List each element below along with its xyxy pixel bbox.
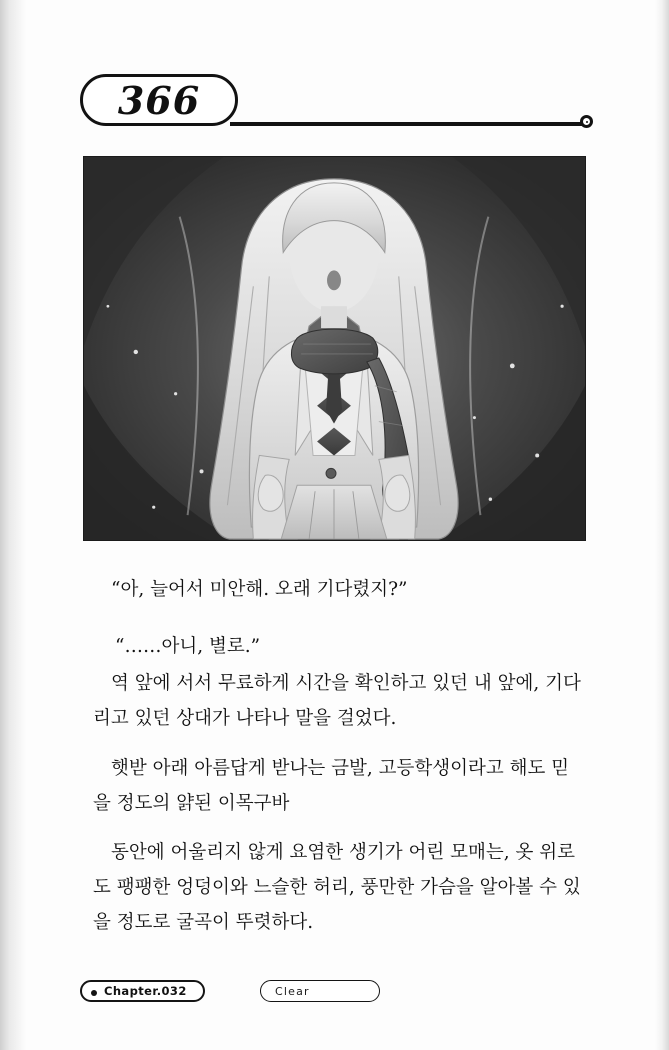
paragraph-3: 역 앞에 서서 무료하게 시간을 확인하고 있던 내 앞에, 기다리고 있던 상대가 나타나 말을 걸었다. — [93, 673, 581, 730]
chapter-number-header — [80, 74, 600, 130]
paragraph-4: 햇받 아래 아름답게 받나는 금발, 고등학생이라고 해도 믿을 정도의 얅된 이목구바 — [93, 757, 570, 814]
header-end-dot-icon — [580, 115, 593, 128]
page-footer — [80, 980, 590, 1006]
paragraph-1: “아, 늘어서 미안해. 오래 기다렸지?” — [111, 579, 408, 600]
bullet-dot-icon — [91, 990, 97, 996]
chapter-number-text: 366 — [117, 77, 201, 123]
footer-status-label: Clear — [275, 984, 310, 998]
illustration-artwork — [84, 157, 585, 540]
paragraph-5: 동안에 어울리지 않게 요염한 생기가 어린 모매는, 옷 위로도 팽팽한 엉덩이와 느슬한 허리, 풍만한 가슴을 알아볼 수 있을 정도로 굴곡이 뚜렷하다. — [93, 841, 581, 934]
footer-status-badge — [260, 980, 380, 1002]
footer-chapter-badge — [80, 980, 205, 1002]
header-rule — [230, 122, 585, 126]
chapter-illustration — [83, 156, 586, 541]
body-text — [93, 572, 585, 954]
footer-chapter-label: Chapter.032 — [104, 984, 187, 998]
paragraph-2: “……아니, 별로.” — [115, 636, 261, 658]
